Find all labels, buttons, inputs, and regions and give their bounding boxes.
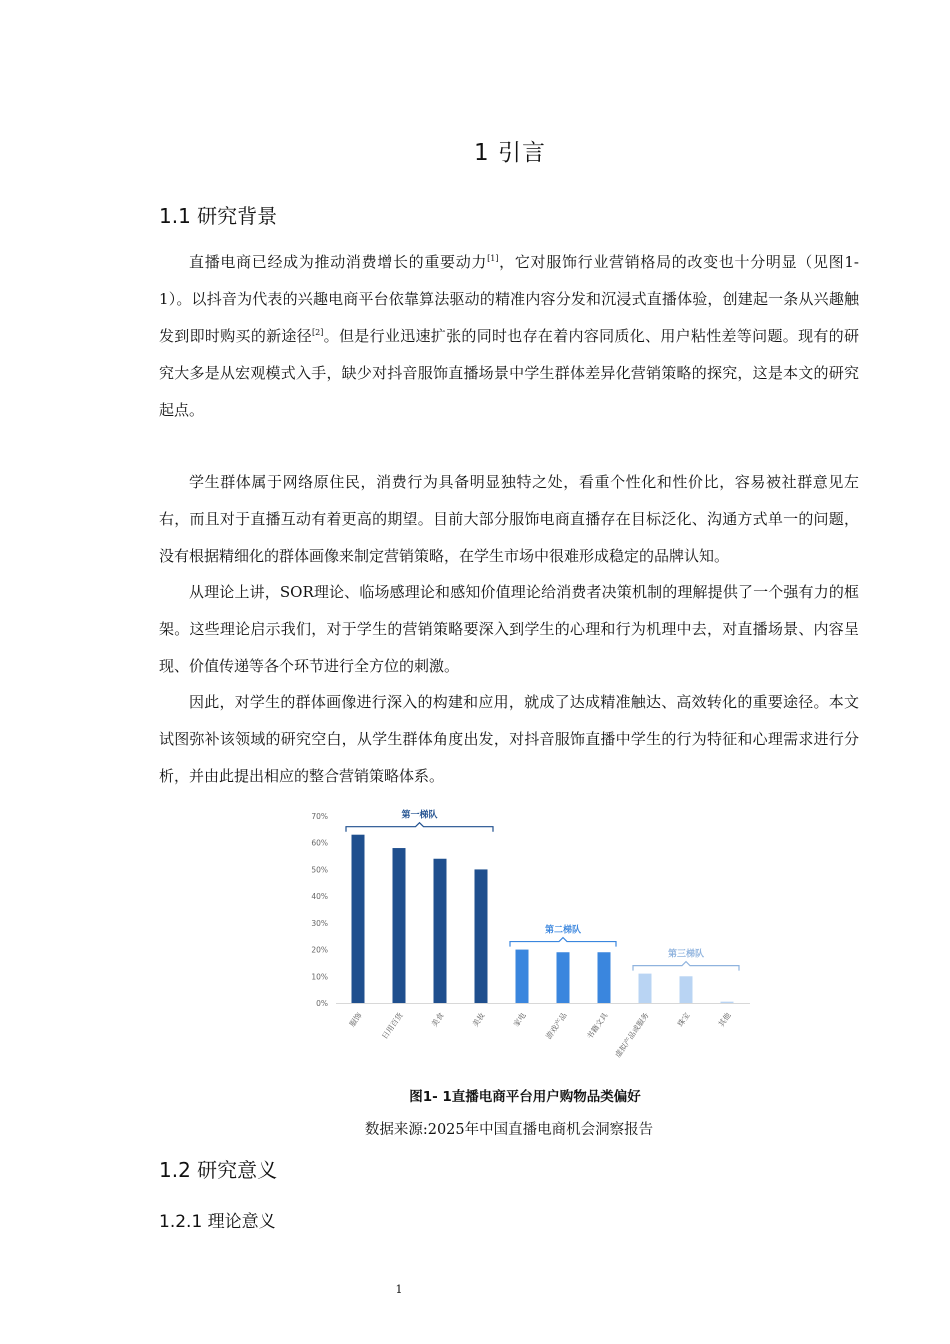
bar-chart-svg [288, 800, 758, 1070]
tier-label-1: 第一梯队 [401, 810, 438, 821]
x-tick-label: 虚拟产品或服务 [613, 1010, 651, 1060]
tier-bracket-2 [510, 938, 616, 947]
citation-marker: [2] [312, 328, 324, 337]
y-tick-label: 30% [311, 918, 328, 928]
bar-9 [680, 976, 693, 1003]
x-tick-label: 其他 [716, 1010, 733, 1029]
paragraph-text: 。但是行业迅速扩张的同时也存在着内容同质化、用户粘性差等问题。现有的研究大多是从宏观模式入手，缺少对抖音服饰直播场景中学生群体差异化营销策略的探究，这是本文的研究起点。 [159, 327, 859, 419]
figure-caption: 图1- 1直播电商平台用户购物品类偏好 [409, 1089, 641, 1105]
tier-label-2: 第二梯队 [544, 925, 582, 936]
bar-2 [393, 848, 406, 1003]
y-tick-label: 20% [311, 945, 328, 955]
paragraph-text: 因此，对学生的群体画像进行深入的构建和应用，就成了达成精准触达、高效转化的重要途径。本文试图弥补该领域的研究空白，从学生群体角度出发，对抖音服饰直播中学生的行为特征和心理需求进行分析，并由此提出相应的整合营销策略体系。 [159, 693, 859, 785]
tier-bracket-3 [633, 962, 739, 971]
bar-10 [721, 1002, 734, 1003]
section-heading-1-2-1: 1.2.1 理论意义 [159, 1212, 276, 1232]
bar-6 [557, 952, 570, 1003]
x-tick-label: 日用百货 [380, 1010, 405, 1041]
x-tick-label: 家电 [511, 1010, 528, 1029]
x-tick-label: 书籍文具 [585, 1010, 610, 1041]
paragraph-text: ，它对服饰行业营销格局的改变也十分明显（见图1- 1）。以抖音为代表的兴趣电商平台依靠算法驱动的精准内容分发和沉浸式直播体验，创建起一条从兴趣触发到即时购买的新途径 [159, 253, 859, 345]
body-paragraph-3 [159, 574, 859, 685]
y-tick-label: 60% [311, 838, 328, 848]
body-paragraph-4 [159, 684, 859, 795]
tier-label-3: 第三梯队 [667, 949, 705, 960]
citation-marker: [1] [487, 254, 499, 263]
y-tick-label: 50% [311, 865, 328, 875]
x-tick-label: 服饰 [347, 1010, 364, 1029]
section-heading-1-2: 1.2 研究意义 [159, 1158, 278, 1182]
x-tick-label: 游戏产品 [544, 1010, 569, 1041]
chapter-title: 1 引言 [474, 140, 546, 166]
y-tick-label: 10% [311, 972, 328, 982]
bar-5 [516, 950, 529, 1003]
figure-bar-chart [288, 800, 758, 1070]
bar-4 [475, 869, 488, 1003]
paragraph-text: 学生群体属于网络原住民，消费行为具备明显独特之处，看重个性化和性价比，容易被社群意见左右，而且对于直播互动有着更高的期望。目前大部分服饰电商直播存在目标泛化、沟通方式单一的问题，没有根据精细化的群体画像来制定营销策略，在学生市场中很难形成稳定的品牌认知。 [159, 473, 859, 565]
bar-7 [598, 952, 611, 1003]
body-paragraph-1 [159, 244, 859, 429]
x-tick-label: 美妆 [470, 1010, 487, 1029]
x-tick-label: 珠宝 [675, 1010, 692, 1029]
bar-3 [434, 859, 447, 1003]
y-tick-label: 70% [311, 812, 328, 821]
bar-1 [352, 835, 365, 1003]
bar-8 [639, 974, 652, 1003]
section-heading-1-1: 1.1 研究背景 [159, 204, 278, 228]
y-tick-label: 40% [311, 892, 328, 902]
y-tick-label: 0% [316, 999, 328, 1008]
paragraph-text: 直播电商已经成为推动消费增长的重要动力 [189, 253, 488, 271]
paragraph-text: 从理论上讲，SOR理论、临场感理论和感知价值理论给消费者决策机制的理解提供了一个强有力的框架。这些理论启示我们，对于学生的营销策略要深入到学生的心理和行为机理中去，对直播场景、内容呈现、价值传递等各个环节进行全方位的刺激。 [159, 583, 859, 675]
page-number: 1 [395, 1283, 403, 1296]
x-tick-label: 美食 [429, 1010, 446, 1029]
tier-bracket-1 [346, 823, 493, 832]
body-paragraph-2 [159, 464, 859, 575]
figure-source: 数据来源:2025年中国直播电商机会洞察报告 [364, 1122, 654, 1138]
